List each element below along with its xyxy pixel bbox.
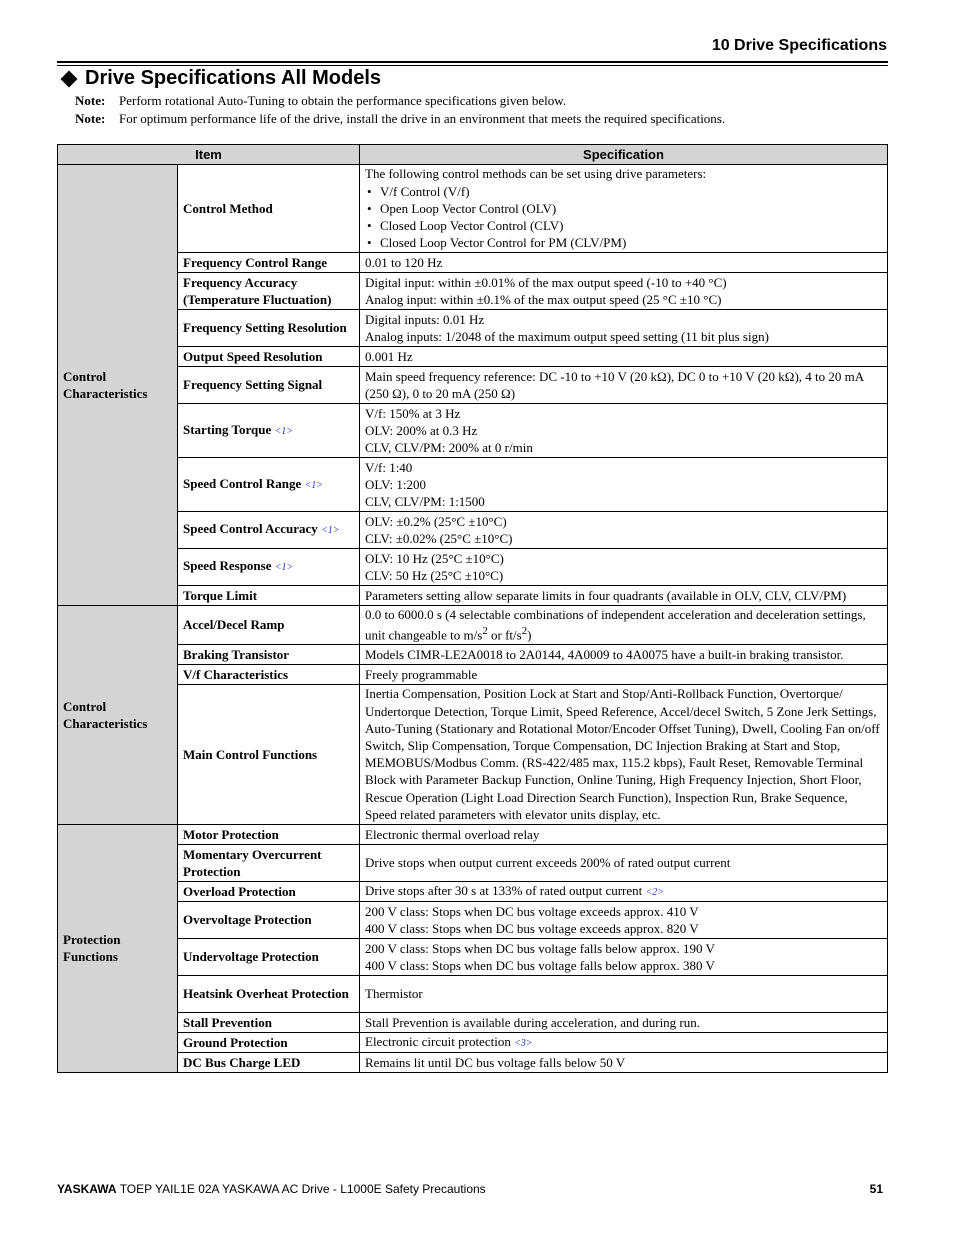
- footnote-ref[interactable]: <1>: [274, 425, 294, 437]
- item-cell: Main Control Functions: [178, 684, 360, 824]
- item-cell: [178, 404, 360, 458]
- spec-cell: [360, 881, 888, 901]
- table-row: [58, 644, 888, 664]
- table-row: [58, 310, 888, 347]
- spec-line: CLV, CLV/PM: 200% at 0 r/min: [365, 440, 533, 456]
- spec-cell: [360, 1032, 888, 1052]
- item-cell: Braking Transistor: [178, 644, 360, 664]
- header-specification: Specification: [360, 145, 888, 165]
- table-header-row: [58, 145, 888, 165]
- category-cell: Control Characteristics: [58, 165, 178, 606]
- table-row: [58, 347, 888, 367]
- item-cell: Control Method: [178, 165, 360, 253]
- spec-text: Electronic circuit protection: [365, 1033, 511, 1049]
- table-row: [58, 938, 888, 975]
- item-label: Starting Torque: [183, 421, 272, 437]
- note-text: For optimum performance life of the drive, install the drive in an environment that meets the required specifications.: [119, 111, 726, 126]
- superscript: 2: [521, 625, 528, 638]
- footnote-ref[interactable]: <3>: [514, 1037, 533, 1049]
- table-row: [58, 586, 888, 606]
- spec-cell: [360, 512, 888, 549]
- spec-line: 400 V class: Stops when DC bus voltage exceeds approx. 820 V: [365, 920, 699, 936]
- table-row: [58, 844, 888, 881]
- item-cell: DC Bus Charge LED: [178, 1053, 360, 1073]
- footer-doc-info: [57, 1182, 486, 1196]
- spec-cell: [360, 549, 888, 586]
- header-rule-thin: [57, 65, 888, 66]
- footnote-ref[interactable]: <1>: [321, 525, 340, 537]
- item-cell: Undervoltage Protection: [178, 938, 360, 975]
- note-label: Note:: [75, 111, 106, 126]
- spec-line: CLV: 50 Hz (25°C ±10°C): [365, 568, 504, 583]
- spec-line: Digital input: within ±0.01% of the max output speed (-10 to +40 °C): [365, 274, 727, 290]
- table-row: [58, 404, 888, 458]
- spec-line: OLV: 1:200: [365, 476, 427, 492]
- item-cell: [178, 549, 360, 586]
- spec-cell: Drive stops when output current exceeds 200% of rated output current: [360, 844, 888, 881]
- table-row: [58, 901, 888, 938]
- diamond-bullet-icon: [61, 70, 78, 87]
- spec-cell: Remains lit until DC bus voltage falls below 50 V: [360, 1053, 888, 1073]
- table-row: [58, 165, 888, 253]
- item-cell: Motor Protection: [178, 824, 360, 844]
- item-label: Speed Response: [183, 558, 272, 574]
- item-cell: Ground Protection: [178, 1032, 360, 1052]
- spec-line: OLV: 10 Hz (25°C ±10°C): [365, 550, 504, 566]
- item-label: Speed Control Range: [183, 475, 302, 491]
- footer-brand: YASKAWA: [57, 1182, 117, 1196]
- spec-line: V/f: 150% at 3 Hz: [365, 405, 461, 421]
- spec-text: or ft/s: [487, 627, 522, 643]
- item-cell: [178, 512, 360, 549]
- list-item: • V/f Control (V/f): [365, 183, 882, 200]
- table-row: [58, 684, 888, 824]
- page-number: 51: [869, 1182, 883, 1196]
- spec-line: CLV, CLV/PM: 1:1500: [365, 494, 485, 510]
- spec-cell: [360, 938, 888, 975]
- note-label: Note:: [75, 93, 106, 108]
- spec-text: ): [527, 627, 532, 643]
- item-cell: Torque Limit: [178, 586, 360, 606]
- spec-cell: [360, 606, 888, 645]
- category-cell: Protection Functions: [58, 824, 178, 1072]
- item-cell: Frequency Accuracy (Temperature Fluctuation): [178, 273, 360, 310]
- spec-cell: [360, 458, 888, 512]
- table-row: [58, 1012, 888, 1032]
- table-row: [58, 273, 888, 310]
- spec-line: Digital inputs: 0.01 Hz: [365, 311, 485, 327]
- item-cell: Heatsink Overheat Protection: [178, 975, 360, 1012]
- spec-cell: Inertia Compensation, Position Lock at Start and Stop/Anti-Rollback Function, Overtorque/ Undertorque Detection, Torque Limit, Speed Reference, Accel/decel Switch, 5 Zone Jerk Settings, Auto-Tuning (Stationary and Rotational Motor/Encoder Offset Tuning), Dwell, Cooling Fan on/off Switch, Slip Compensation, Torque Compensation, DC Injection Braking at Start and Stop, MEMOBUS/Modbus Comm. (RS-422/485 max, 115.2 kbps), Fault Reset, Removable Terminal Block with Parameter Backup Function, Online Tuning, High Frequency Injection, Short Floor, Rescue Operation (Light Load Direction Search Function), Inspection Run, Brake Sequence, Speed related parameters with elevator units display, etc.: [360, 684, 888, 824]
- item-cell: Overload Protection: [178, 881, 360, 901]
- spec-intro: The following control methods can be set using drive parameters:: [365, 166, 707, 182]
- item-cell: Frequency Setting Signal: [178, 367, 360, 404]
- control-method-list: [365, 183, 882, 252]
- table-row: [58, 512, 888, 549]
- table-row: [58, 664, 888, 684]
- spec-cell: [360, 273, 888, 310]
- spec-line: 200 V class: Stops when DC bus voltage falls below approx. 190 V: [365, 940, 715, 956]
- footnote-ref[interactable]: <1>: [304, 479, 323, 491]
- spec-line: V/f: 1:40: [365, 459, 413, 475]
- table-row: [58, 253, 888, 273]
- header-item: Item: [58, 145, 360, 165]
- note-text: Perform rotational Auto-Tuning to obtain the performance specifications given below.: [119, 93, 567, 108]
- footnote-ref[interactable]: <1>: [274, 562, 294, 574]
- list-item: • Closed Loop Vector Control (CLV): [365, 217, 882, 234]
- spec-cell: [360, 310, 888, 347]
- spec-cell: Thermistor: [360, 975, 888, 1012]
- section-title-text: Drive Specifications All Models: [85, 67, 382, 89]
- chapter-header: 10 Drive Specifications: [711, 37, 887, 54]
- spec-cell: [360, 165, 888, 253]
- spec-cell: [360, 901, 888, 938]
- spec-text: Drive stops after 30 s at 133% of rated output current: [365, 882, 643, 898]
- table-row: [58, 606, 888, 645]
- spec-line: Analog inputs: 1/2048 of the maximum output speed setting (11 bit plus sign): [365, 329, 769, 344]
- spec-cell: Stall Prevention is available during acceleration, and during run.: [360, 1012, 888, 1032]
- item-cell: Momentary Overcurrent Protection: [178, 844, 360, 881]
- table-row: [58, 881, 888, 901]
- table-row: [58, 458, 888, 512]
- table-row: [58, 1053, 888, 1073]
- note-2: [75, 111, 725, 127]
- spec-cell: Parameters setting allow separate limits in four quadrants (available in OLV, CLV, CLV/PM): [360, 586, 888, 606]
- item-cell: Stall Prevention: [178, 1012, 360, 1032]
- table-row: [58, 367, 888, 404]
- table-row: [58, 549, 888, 586]
- spec-line: 200 V class: Stops when DC bus voltage exceeds approx. 410 V: [365, 903, 699, 919]
- superscript: 2: [482, 625, 488, 638]
- item-cell: Overvoltage Protection: [178, 901, 360, 938]
- item-cell: [178, 458, 360, 512]
- item-cell: Frequency Setting Resolution: [178, 310, 360, 347]
- list-item: • Open Loop Vector Control (OLV): [365, 200, 882, 217]
- spec-cell: Main speed frequency reference: DC -10 to +10 V (20 kΩ), DC 0 to +10 V (20 kΩ), 4 to 20 mA (250 Ω), 0 to 20 mA (250 Ω): [360, 367, 888, 404]
- spec-line: OLV: ±0.2% (25°C ±10°C): [365, 513, 507, 529]
- spec-line: OLV: 200% at 0.3 Hz: [365, 422, 478, 438]
- table-row: [58, 824, 888, 844]
- spec-line: Analog input: within ±0.1% of the max output speed (25 °C ±10 °C): [365, 292, 722, 307]
- spec-cell: [360, 404, 888, 458]
- specifications-table: [57, 144, 888, 1073]
- spec-line: CLV: ±0.02% (25°C ±10°C): [365, 531, 513, 546]
- item-label: Speed Control Accuracy: [183, 521, 318, 537]
- table-row: [58, 975, 888, 1012]
- item-cell: Frequency Control Range: [178, 253, 360, 273]
- note-1: [75, 93, 566, 109]
- spec-line: 400 V class: Stops when DC bus voltage falls below approx. 380 V: [365, 957, 715, 973]
- category-cell: Control Characteristics: [58, 606, 178, 825]
- item-cell: Accel/Decel Ramp: [178, 606, 360, 645]
- item-cell: V/f Characteristics: [178, 664, 360, 684]
- item-cell: Output Speed Resolution: [178, 347, 360, 367]
- spec-cell: Models CIMR-LE2A0018 to 2A0144, 4A0009 to 4A0075 have a built-in braking transistor.: [360, 644, 888, 664]
- footer-doc-title: TOEP YAIL1E 02A YASKAWA AC Drive - L1000E Safety Precautions: [116, 1182, 486, 1196]
- table-row: [58, 1032, 888, 1052]
- spec-cell: 0.01 to 120 Hz: [360, 253, 888, 273]
- spec-cell: Freely programmable: [360, 664, 888, 684]
- spec-text: 0.0 to 6000.0 s (4 selectable combinations of independent acceleration and deceleration settings, unit changeable to m/s: [365, 607, 866, 643]
- spec-cell: Electronic thermal overload relay: [360, 824, 888, 844]
- spec-cell: 0.001 Hz: [360, 347, 888, 367]
- footnote-ref[interactable]: <2>: [645, 886, 665, 898]
- section-title: [60, 67, 381, 90]
- list-item: • Closed Loop Vector Control for PM (CLV/PM): [365, 234, 882, 251]
- header-rule-thick: [57, 61, 888, 63]
